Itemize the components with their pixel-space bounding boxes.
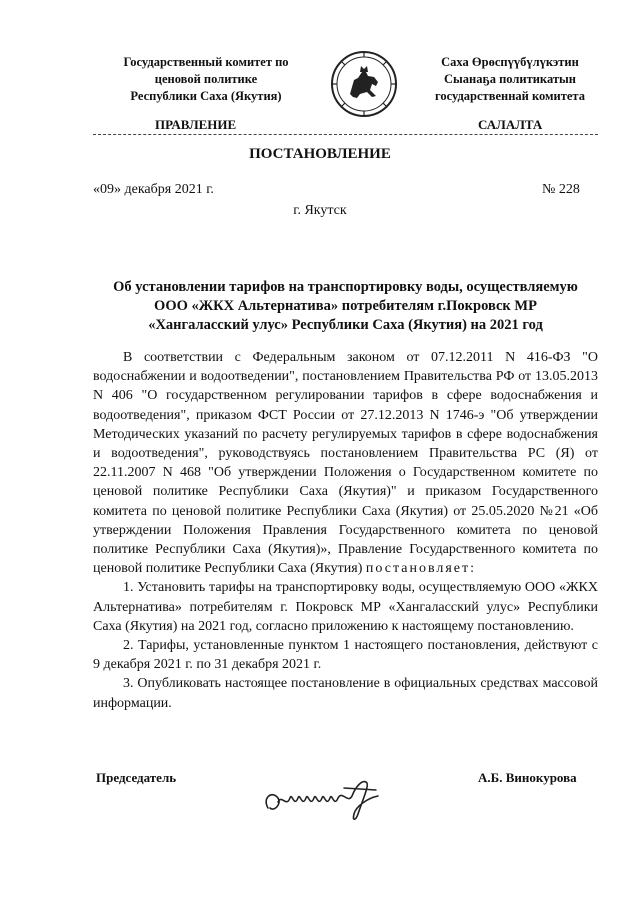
document-date: «09» декабря 2021 г. [93, 182, 214, 197]
signatory-name: А.Б. Винокурова [478, 770, 577, 785]
committee-name-russian [96, 54, 316, 105]
header-right-line: Саха Өрөспүүбүлүкэтин [441, 55, 579, 69]
header-left-line: Государственный комитет по [123, 55, 289, 69]
document-city: г. Якутск [293, 203, 347, 218]
preamble-text: В соответствии с Федеральным законом от 07.12.2011 N 416-ФЗ "О водоснабжении и водоотведении", постановлением Правительства РФ от 13.05.2013 N 406 "О государственном регулировании тарифов в сфере водоснабжения и водоотведения", приказом ФСТ России от 27.12.2013 N 1746-э "Об утверждении Методических указаний по расчету регулируемых тарифов в сфере водоснабжения и водоотведения", руководствуясь постановлением Правительства РС (Я) от 22.11.2007 N 468 "Об утверждении Положения о Государственном комитете по ценовой политике Республики Саха (Якутия)" и приказом Государственного комитета по ценовой политике Республики Саха (Якутия) от 25.05.2020 №21 «Об утверждении Положения Правления Государственного комитета по ценовой политике Республики Саха (Якутия)», Правление Государственного комитета по ценовой политике Республики Саха (Якутия) [93, 350, 598, 577]
board-label-russian: ПРАВЛЕНИЕ [155, 117, 237, 132]
handwritten-signature [258, 768, 388, 826]
document-subject [93, 278, 598, 335]
yakutia-coat-of-arms-icon [330, 50, 398, 118]
signatory-role: Председатель [96, 770, 177, 785]
decree-item-1: 1. Установить тарифы на транспортировку воды, осуществляемую ООО «ЖКХ Альтернатива» потребителям г. Покровск МР «Хангаласский улус» Республики Саха (Якутия) на 2021 год, согласно приложению к настоящему постановлению. [93, 580, 598, 634]
subject-line: ООО «ЖКХ Альтернатива» потребителям г.Покровск МР [154, 298, 537, 314]
subject-line: Об установлении тарифов на транспортировку воды, осуществляемую [113, 279, 578, 295]
preamble-paragraph [93, 348, 598, 578]
decree-item-2: 2. Тарифы, установленные пунктом 1 настоящего постановления, действуют с 9 декабря 2021 г. по 31 декабря 2021 г. [93, 638, 598, 673]
decree-word: постановляет: [365, 561, 477, 577]
header-right-line: государственнай комитета [435, 89, 585, 103]
header-left-line: ценовой политике [154, 72, 258, 86]
header-right-line: Сыанаҕа политикатын [444, 72, 576, 86]
header-left-line: Республики Саха (Якутия) [130, 89, 282, 103]
document-body [93, 348, 598, 713]
header-divider [93, 134, 598, 135]
committee-name-yakut [410, 54, 610, 105]
board-label-yakut: САЛАЛТА [478, 117, 543, 132]
decree-item-3: 3. Опубликовать настоящее постановление в официальных средствах массовой информации. [93, 676, 598, 711]
subject-line: «Хангаласский улус» Республики Саха (Якутия) на 2021 год [148, 317, 543, 333]
document-type-title: ПОСТАНОВЛЕНИЕ [249, 146, 391, 162]
document-number: № 228 [542, 182, 580, 197]
